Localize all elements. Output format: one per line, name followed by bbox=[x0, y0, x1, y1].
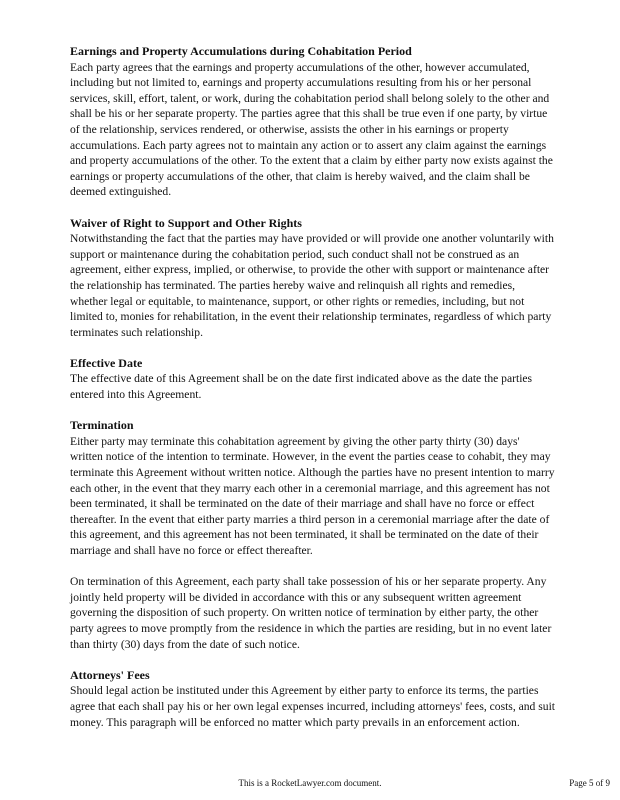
section-heading: Attorneys' Fees bbox=[70, 667, 150, 682]
section-heading: Effective Date bbox=[70, 355, 143, 370]
section-paragraph: The effective date of this Agreement shall be on the date first indicated above as the date the parties entered into this Agreement. bbox=[70, 372, 533, 402]
section-heading: Termination bbox=[70, 418, 134, 433]
section-effective-date bbox=[70, 356, 555, 403]
section-paragraph: Should legal action be instituted under this Agreement by either party to enforce its terms, the parties agree that each shall pay his or her own legal expenses incurred, including attorneys' fees, costs, and suit money. This paragraph will be enforced no matter which party prevails in an enforcement action. bbox=[70, 684, 556, 729]
document-body bbox=[70, 44, 555, 746]
section-earnings bbox=[70, 44, 555, 200]
section-waiver bbox=[70, 216, 555, 341]
section-heading: Waiver of Right to Support and Other Rights bbox=[70, 215, 302, 230]
section-paragraph: Each party agrees that the earnings and property accumulations of the other, however accumulated, including but not limited to, earnings and property accumulations resulting from his or her personal services, skill, effort, talent, or work, during the cohabitation period shall belong solely to the other and shall be his or her separate property. The parties agree that this shall be true even if one party, by virtue of the relationship, services rendered, or otherwise, assists the other in his earnings or property accumulations. Each party agrees not to maintain any action or to assert any claim against the earnings and property accumulations of the other. To the extent that a claim by either party now exists against the earnings or property accumulations of the other, that claim is hereby waived, and the claim shall be deemed extinguished. bbox=[70, 60, 553, 199]
section-paragraph: Either party may terminate this cohabitation agreement by giving the other party thirty (30) days' written notice of the intention to terminate. However, in the event the parties cease to cohabit, they may terminate this Agreement without written notice. Although the parties have no present intention to marry each other, in the event that they marry each other in a ceremonial marriage, and this agreement has not been terminated, it shall be terminated on the date of their marriage and shall have no force or effect thereafter. In the event that either party marries a third person in a ceremonial marriage after the date of this agreement, and this agreement has not been terminated, it shall be terminated on the date of their marriage and shall have no force or effect thereafter. bbox=[70, 434, 555, 557]
footer-source-note: This is a RocketLawyer.com document. bbox=[238, 778, 382, 788]
section-paragraph: On termination of this Agreement, each party shall take possession of his or her separate property. Any jointly held property will be divided in accordance with this or any subsequent written agreement governing the disposition of such property. On written notice of termination by either party, the other party agrees to move promptly from the residence in which the parties are residing, but in no event later than thirty (30) days from the date of such notice. bbox=[70, 575, 552, 651]
section-paragraph: Notwithstanding the fact that the parties may have provided or will provide one another voluntarily with support or maintenance during the cohabitation period, such conduct shall not be construed as an agreement, either express, implied, or otherwise, to provide the other with support or maintenance after the relationship has terminated. The parties hereby waive and relinquish all rights and remedies, whether legal or equitable, to maintenance, support, or other rights or remedies, including, but not limited to, monies for rehabilitation, in the event their relationship terminates, regardless of which party terminates such relationship. bbox=[70, 232, 554, 339]
section-termination bbox=[70, 418, 555, 652]
page-number: Page 5 of 9 bbox=[569, 778, 610, 788]
section-heading: Earnings and Property Accumulations during Cohabitation Period bbox=[70, 44, 412, 58]
section-attorneys-fees bbox=[70, 668, 555, 730]
